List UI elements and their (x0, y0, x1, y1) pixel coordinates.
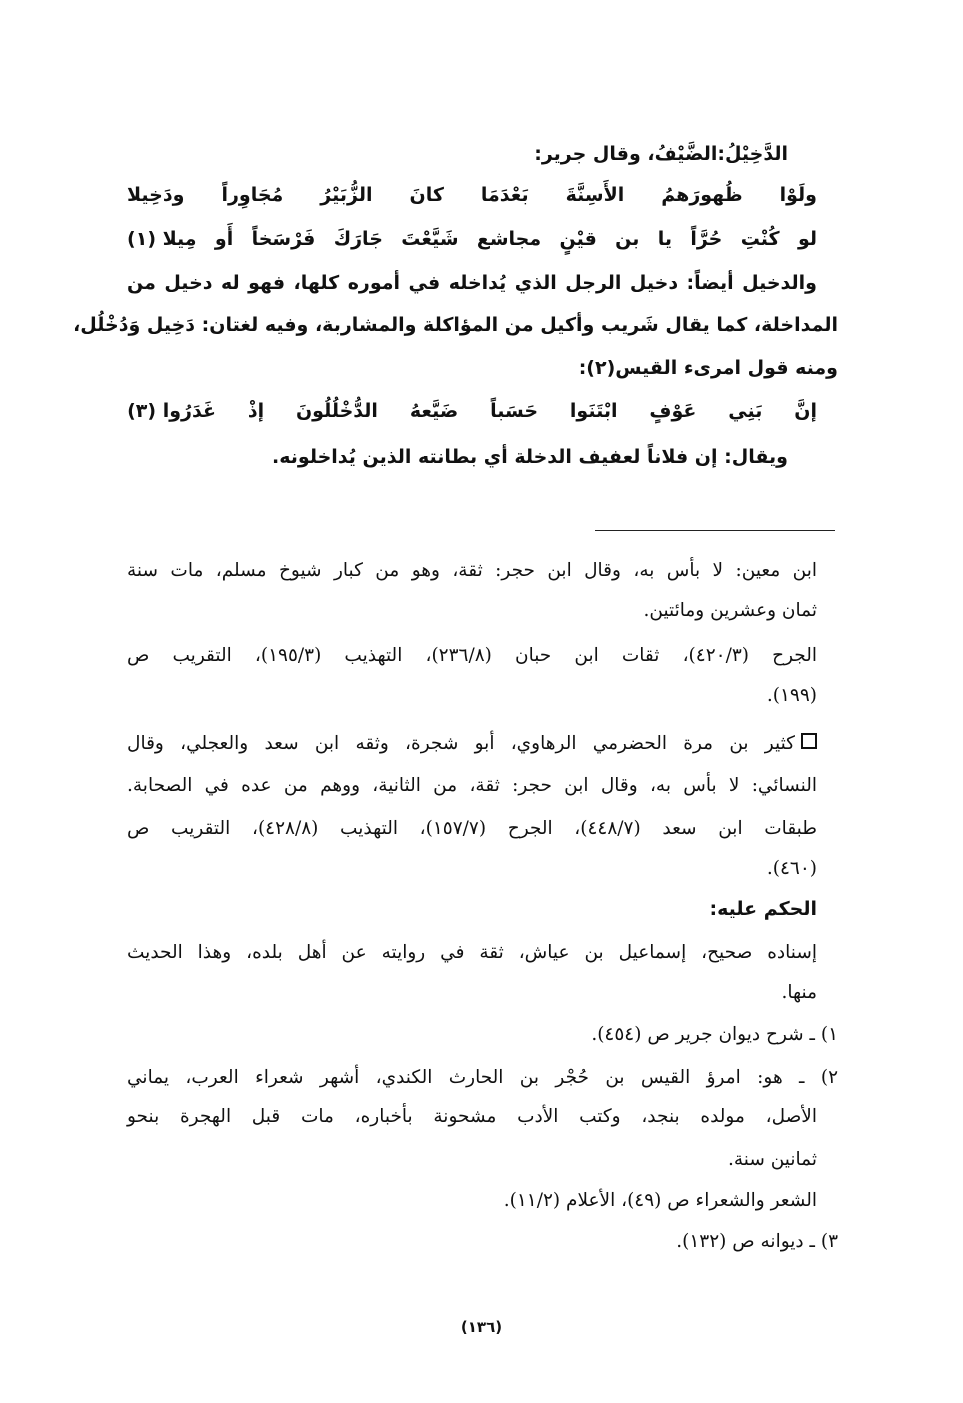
verse-word: حَسَباً (490, 400, 539, 422)
note-line: (١٩٩). (766, 685, 817, 706)
verse-word: إذْ (247, 400, 265, 422)
verse-word: إنَّ (794, 400, 817, 422)
verse-word: عَوْفٍ (649, 400, 697, 422)
verse-word: بَنِي (728, 400, 763, 422)
text-line: الدَّخِيْلُ:الضَّيْفُ، وقال جرير: (534, 143, 788, 165)
verse-word: جَارَكَ (333, 228, 383, 250)
verse-word: مُجَاوِراً (221, 184, 284, 206)
verse-word: الدُّخْلُلُونَ (295, 400, 378, 422)
note-line: منها. (781, 982, 817, 1003)
verse-word: الأَسِنَّةَ (565, 184, 625, 206)
text-line: المداخلة، كما يقال شَريب وأكيل من المؤاكلة والمشاربة، وفيه لغتان: دَخِيل وَدُخْلُل، (73, 314, 838, 336)
page-number: (١٣٦) (460, 1318, 503, 1336)
verse-word: مِيلا (١) (127, 228, 197, 250)
footnote-2: ٢) ـ هو: امرؤ القيس بن حُجْر بن الحارث الكندي، أشهر شعراء العرب، يماني (127, 1067, 838, 1088)
verse-word: بَعْدَمَا (480, 184, 529, 206)
note-line-bullet (127, 733, 817, 754)
footnote-2-cont: ثمانين سنة. (727, 1149, 817, 1170)
footnote-2-cont: الأصل، مولده بنجد، وكتب الأدب مشحونة بأخباره، مات قبل الهجرة بنحو (127, 1106, 817, 1127)
note-line: ثمان وعشرين ومائتين. (643, 600, 817, 621)
note-line: الجرح (٤٢٠/٣)، ثقات ابن حبان (٢٣٦/٨)، التهذيب (١٩٥/٣)، التقريب ص (127, 645, 817, 666)
text-line: ومنه قول امرىء القيس(٢): (578, 357, 838, 379)
verse-line-2 (127, 228, 817, 250)
verse-word: يا (657, 228, 672, 250)
text-line: ويقال: إن فلاناً لعفيف الدخلة أي بطانته الذين يُداخلونه. (272, 446, 788, 468)
verse-word: شَيَّعْتَ (401, 228, 459, 250)
footnote-2-source: الشعر والشعراء ص (٤٩)، الأعلام (١١/٢). (503, 1190, 817, 1211)
verse-word: لو (797, 228, 817, 250)
verse-word: ضَيَّعهُ (409, 400, 459, 422)
footnote-separator (595, 530, 835, 531)
verse-word: أَو (214, 228, 234, 250)
note-line: إسناده صحيح، إسماعيل بن عياش، ثقة في روايته عن أهل بلده، وهذا الحديث (127, 942, 817, 963)
verse-word: بن (615, 228, 640, 250)
footnote-1: ١) ـ شرح ديوان جرير ص (٤٥٤). (591, 1024, 838, 1045)
verse-word: كانَ (409, 184, 444, 206)
verse-word: ظُهورَهمُ (661, 184, 743, 206)
verse-word: مجاشع (476, 228, 542, 250)
note-line: النسائي: لا بأس به، وقال ابن حجر: ثقة، من الثانية، ووهم من عده في الصحابة. (127, 775, 817, 796)
verse-word: ابْتَنَوا (569, 400, 618, 422)
verse-word: فَرْسَخاً (251, 228, 316, 250)
text-line: والدخيل أيضاً: دخيل الرجل الذي يُداخله في أموره كلها، فهو له دخيل من (127, 272, 817, 294)
footnote-3: ٣) ـ ديوانه ص (١٣٢). (676, 1231, 838, 1252)
note-line: طبقات ابن سعد (٤٤٨/٧)، الجرح (١٥٧/٧)، التهذيب (٤٢٨/٨)، التقريب ص (127, 818, 817, 839)
verse-line-1 (127, 184, 817, 206)
verse-word: ولَوْا (779, 184, 817, 206)
verse-word: كُنْتِ (740, 228, 780, 250)
checkbox-square-icon (801, 733, 817, 749)
note-text: كثير بن مرة الحضرمي الرهاوي، أبو شجرة، وثقه ابن سعد والعجلي، وقال (127, 733, 795, 754)
verse-word: حُرَّاً (690, 228, 723, 250)
section-heading: الحكم عليه: (709, 898, 817, 920)
note-line: ابن معين: لا بأس به، وقال ابن حجر: ثقة، وهو من كبار شيوخ مسلم، مات سنة (127, 560, 817, 581)
verse-word: ودَخِيلا (127, 184, 185, 206)
verse-line-3 (127, 400, 817, 422)
verse-word: الزُّبَيْرُ (320, 184, 373, 206)
verse-word: غَدَرُوا (٣) (127, 400, 216, 422)
verse-word: قيْنٍ (559, 228, 597, 250)
note-line: (٤٦٠). (766, 858, 817, 879)
